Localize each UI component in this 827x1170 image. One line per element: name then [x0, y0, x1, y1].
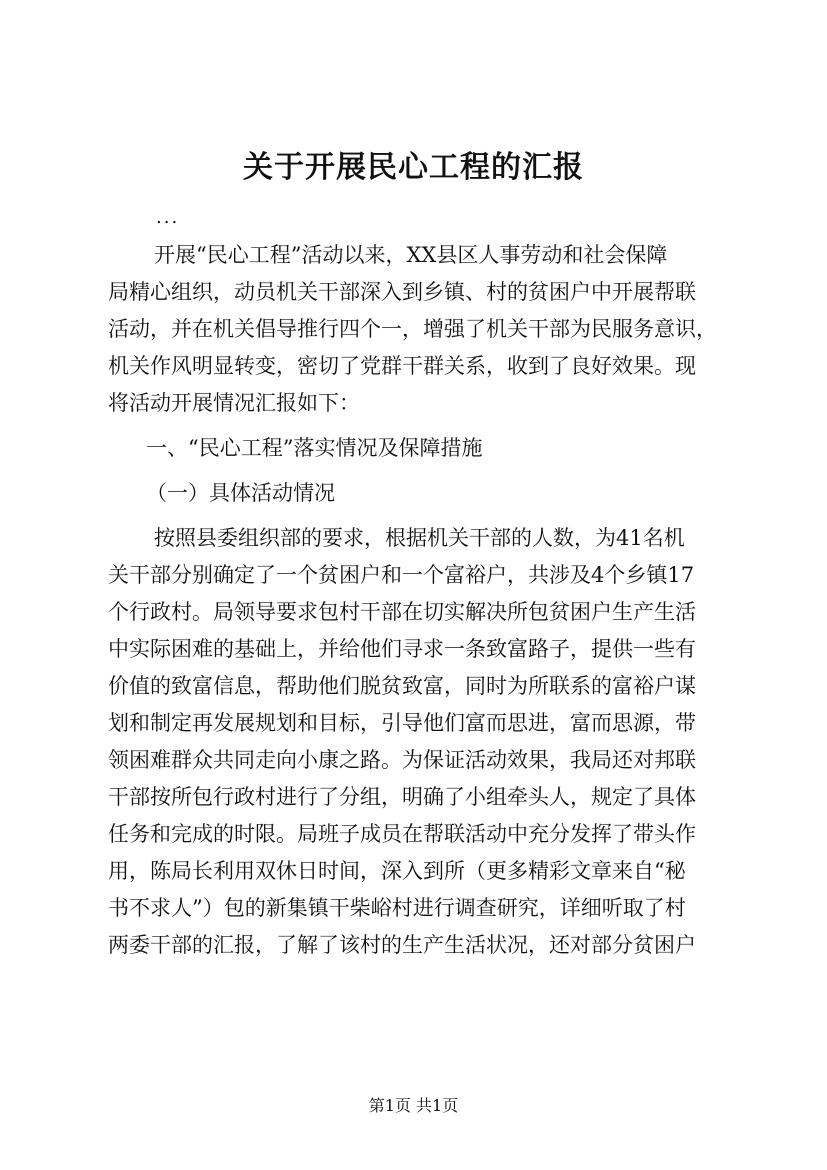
paragraph-line: 书不求人”）包的新集镇干柴峪村进行调查研究，详细听取了村: [108, 896, 686, 920]
paragraph-line: 中实际困难的基础上，并给他们寻求一条致富路子，提供一些有: [108, 637, 696, 661]
paragraph-line: 活动，并在机关倡导推行四个一，增强了机关干部为民服务意识，: [108, 317, 717, 341]
paragraph-line: 价值的致富信息，帮助他们脱贫致富，同时为所联系的富裕户谋: [108, 674, 696, 698]
paragraph-line: 关干部分别确定了一个贫困户和一个富裕户，共涉及4个乡镇17: [108, 563, 695, 587]
paragraph-line: 个行政村。局领导要求包村干部在切实解决所包贫困户生产生活: [108, 600, 696, 624]
paragraph-line: 划和制定再发展规划和目标，引导他们富而思进，富而思源，带: [108, 711, 696, 735]
paragraph-line: 任务和完成的时限。局班子成员在帮联活动中充分发挥了带头作: [108, 822, 696, 846]
page-footer: 第1页 共1页: [368, 1096, 459, 1115]
paragraph-line: 开展“民心工程”活动以来，XX县区人事劳动和社会保障: [154, 243, 668, 267]
paragraph-line: 局精心组织，动员机关干部深入到乡镇、村的贫困户中开展帮联: [108, 280, 696, 304]
paragraph-line: 将活动开展情况汇报如下：: [108, 391, 360, 415]
paragraph-line: 按照县委组织部的要求，根据机关干部的人数，为41名机: [154, 526, 685, 550]
paragraph-line: 机关作风明显转变，密切了党群干群关系，收到了良好效果。现: [108, 354, 696, 378]
paragraph-line: 领困难群众共同走向小康之路。为保证活动效果，我局还对邦联: [108, 748, 696, 772]
section-heading: 一、“民心工程”落实情况及保障措施: [146, 436, 483, 460]
subsection-heading: （一）具体活动情况: [146, 481, 335, 505]
paragraph-line: 用，陈局长利用双休日时间，深入到所（更多精彩文章来自“秘: [108, 859, 686, 883]
ellipsis-text: ...: [156, 207, 180, 228]
document-title: 关于开展民心工程的汇报: [243, 150, 584, 185]
paragraph-line: 干部按所包行政村进行了分组，明确了小组牵头人，规定了具体: [108, 785, 696, 809]
paragraph-line: 两委干部的汇报，了解了该村的生产生活状况，还对部分贫困户: [108, 933, 696, 957]
